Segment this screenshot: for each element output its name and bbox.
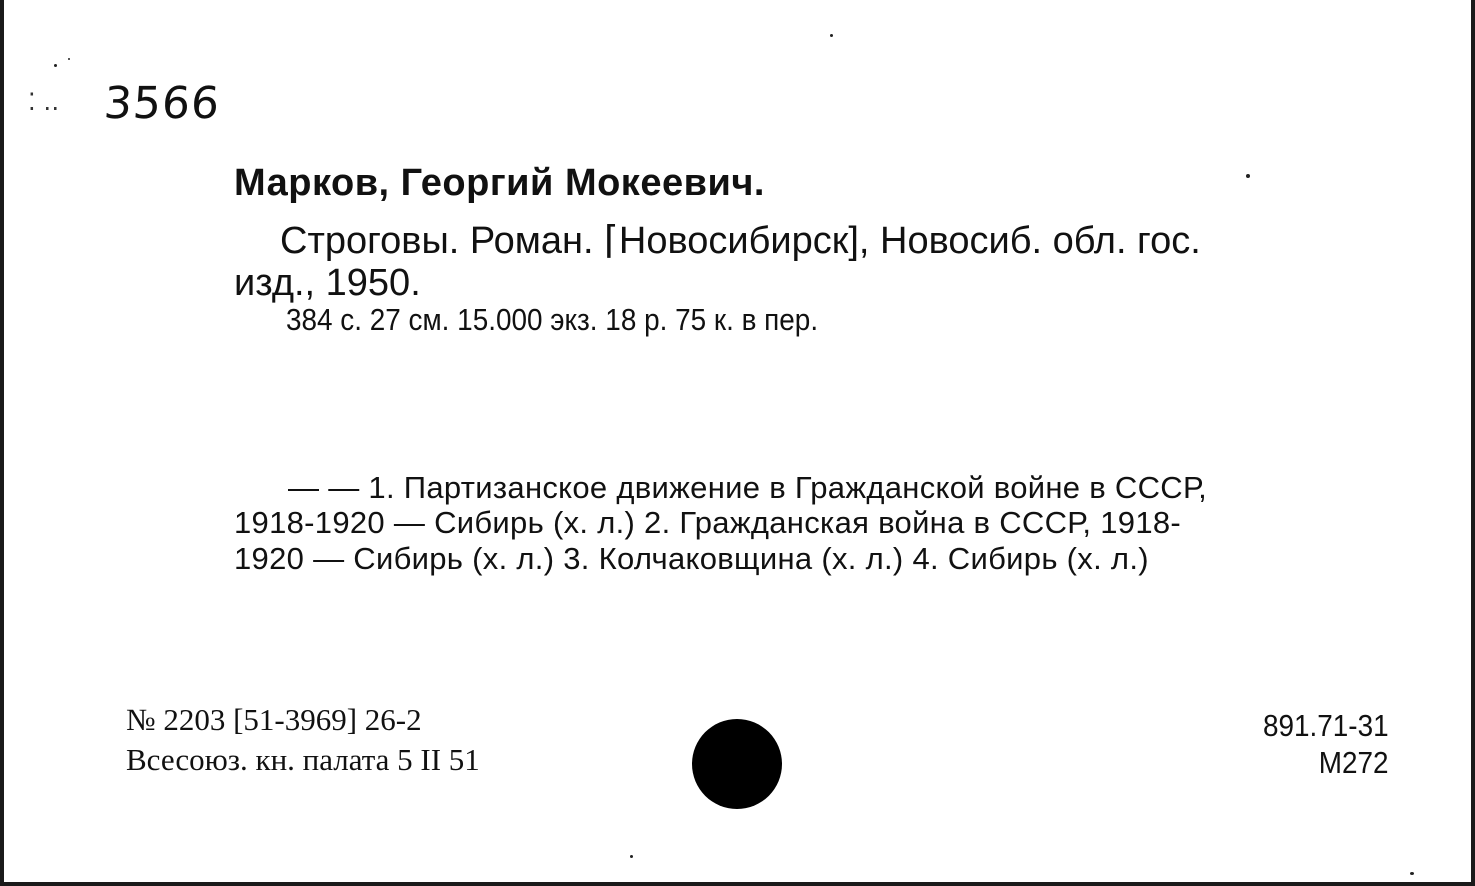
scan-speck xyxy=(1246,174,1250,178)
classification-index: 891.71-31 xyxy=(1263,708,1389,743)
scan-speck xyxy=(830,34,833,37)
stray-marks: ⁚ ‥ xyxy=(28,88,60,116)
scan-speck xyxy=(1410,872,1414,875)
scan-speck xyxy=(630,855,633,858)
subject-line-1: — — 1. Партизанское движение в Гражданской войне в СССР, xyxy=(288,470,1208,505)
subject-line-3: 1920 — Сибирь (х. л.) 3. Колчаковщина (х. л.) 4. Сибирь (х. л.) xyxy=(234,541,1149,576)
scan-speck xyxy=(68,58,70,60)
punch-hole xyxy=(692,719,782,809)
author-heading: Марков, Георгий Мокеевич. xyxy=(234,162,765,204)
title-line-1: Строговы. Роман. ⌈Новосибирск], Новосиб. обл. гос. xyxy=(280,220,1201,262)
chamber-line: Всесоюз. кн. палата 5 II 51 xyxy=(126,742,480,777)
registration-number: № 2203 [51-3969] 26-2 xyxy=(126,702,422,737)
title-line-2: изд., 1950. xyxy=(234,262,421,304)
author-mark: М272 xyxy=(1319,745,1389,780)
handwritten-number: 3566 xyxy=(102,78,222,129)
scan-speck xyxy=(54,64,57,67)
physical-description: 384 с. 27 см. 15.000 экз. 18 р. 75 к. в пер. xyxy=(286,302,819,337)
subject-line-2: 1918-1920 — Сибирь (х. л.) 2. Гражданская война в СССР, 1918- xyxy=(234,505,1182,540)
